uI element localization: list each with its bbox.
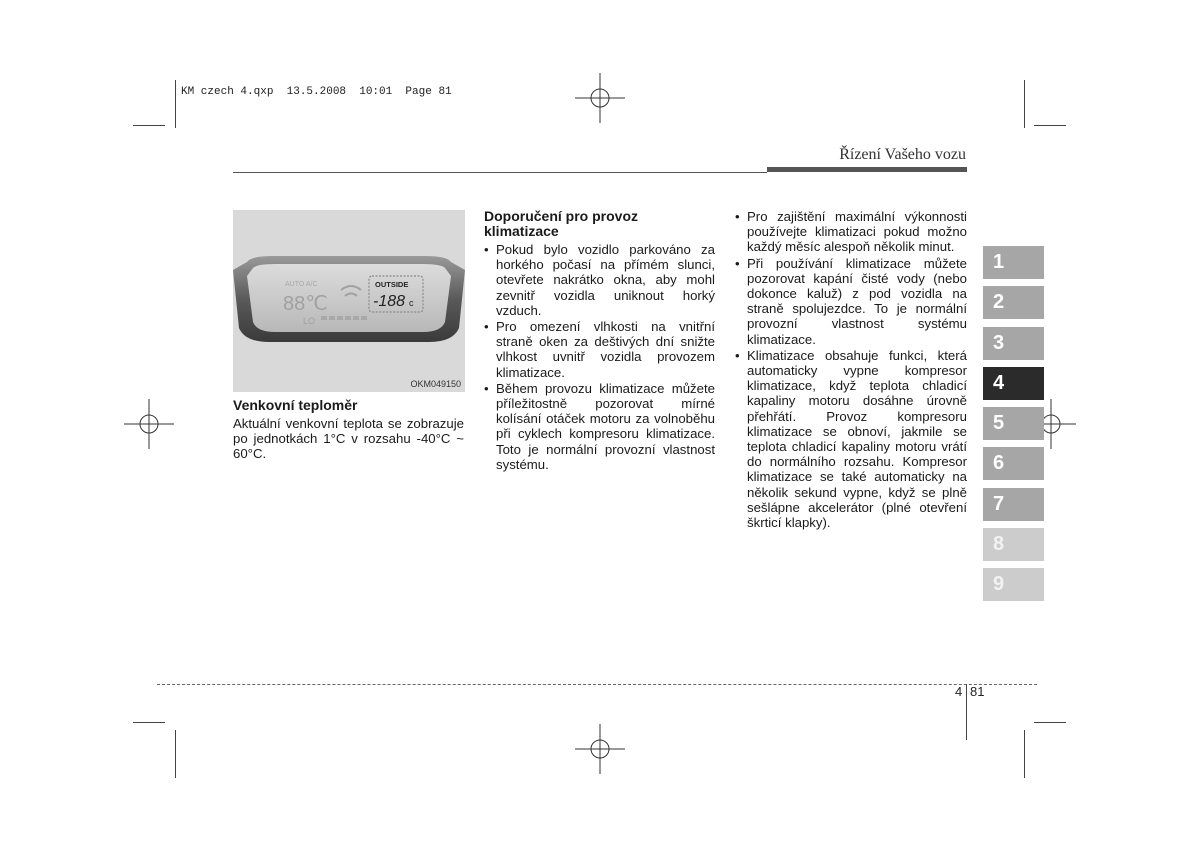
section-title: Řízení Vašeho vozu [839,146,966,163]
chapter-tabs [983,246,1044,609]
footer-separator [966,684,967,740]
list-item: • Pokud bylo vozidlo parkováno za horkého počasí na přímém slunci, otevřete nakrátko okna, aby mohl zevnitř vozidla uniknout horký vzduch. [484,242,715,318]
display-fan-label: LO [303,316,316,326]
chapter-tab-3[interactable]: 3 [983,327,1044,360]
registration-mark-icon [575,73,625,123]
crop-mark [1034,125,1066,126]
header-rule [233,172,767,173]
crop-mark [1034,722,1066,723]
bullet-list [735,209,967,530]
section-heading: Venkovní teploměr [233,397,358,413]
header-rule-bar [767,167,967,172]
chapter-tab-4[interactable]: 4 [983,367,1044,400]
list-item: • Pro omezení vlhkosti na vnitřní straně oken za deštivých dní snižte vlhkost uvnitř vozidla provozem klimatizace. [484,319,715,380]
bullet-list [484,242,715,472]
crop-mark [1024,80,1025,128]
chapter-tab-9[interactable]: 9 [983,568,1044,601]
figure-code: OKM049150 [410,379,461,389]
chapter-tab-2[interactable]: 2 [983,286,1044,319]
chapter-tab-7[interactable]: 7 [983,488,1044,521]
list-item: • Klimatizace obsahuje funkci, která automaticky vypne kompresor klimatizace, když teplota chladicí kapaliny motoru dosáhne úrovně přehřátí. Provoz kompresoru klimatizace se obnoví, jakmile se teplota chladicí kapaliny motoru vrátí do normálního rozsahu. Kompresor klimatizace se také automaticky na několik sekund vypne, když se plně sešlápne akcelerátor (plné otevření škrticí klapky). [735,348,967,530]
body-text: Aktuální venkovní teplota se zobrazuje po jednotkách 1°C v rozsahu -40°C ~ 60°C. [233,416,464,462]
crop-mark [175,80,176,128]
climate-display-illustration [233,210,465,392]
section-heading: Doporučení pro provoz klimatizace [484,208,638,239]
outside-temperature-display-figure [233,210,465,392]
print-slug: KM czech 4.qxp 13.5.2008 10:01 Page 81 [181,86,452,98]
display-cabin-temp: 88℃ [283,293,328,315]
footer-chapter: 4 [955,684,963,699]
crop-mark [175,730,176,778]
list-item: • Během provozu klimatizace můžete příležitostně pozorovat mírné kolísání otáček motoru za volnoběhu při cyklech kompresoru klimatizace. Toto je normální provozní vlastnost systému. [484,381,715,472]
crop-mark [133,125,165,126]
column-3 [735,209,967,531]
chapter-tab-5[interactable]: 5 [983,407,1044,440]
footer-rule [157,684,1037,685]
display-outside-label: OUTSIDE [375,280,409,289]
display-outside-value: -188 [373,293,406,310]
crop-mark [1024,730,1025,778]
chapter-tab-8[interactable]: 8 [983,528,1044,561]
crop-mark [133,722,165,723]
display-outside-unit: c [409,298,414,308]
registration-mark-icon [124,399,174,449]
column-2 [484,209,715,473]
list-item: • Při používání klimatizace můžete pozorovat kapání čisté vody (nebo dokonce kaluž) z pod vozidla na straně spolujezdce. To je normální provozní vlastnost systému klimatizace. [735,256,967,347]
footer-page-number: 81 [970,684,985,699]
chapter-tab-1[interactable]: 1 [983,246,1044,279]
display-top-label: AUTO A/C [285,281,318,288]
list-item: • Pro zajištění maximální výkonnosti používejte klimatizaci pokud možno každý měsíc alespoň několik minut. [735,209,967,255]
chapter-tab-6[interactable]: 6 [983,447,1044,480]
registration-mark-icon [575,724,625,774]
column-1 [233,398,464,462]
